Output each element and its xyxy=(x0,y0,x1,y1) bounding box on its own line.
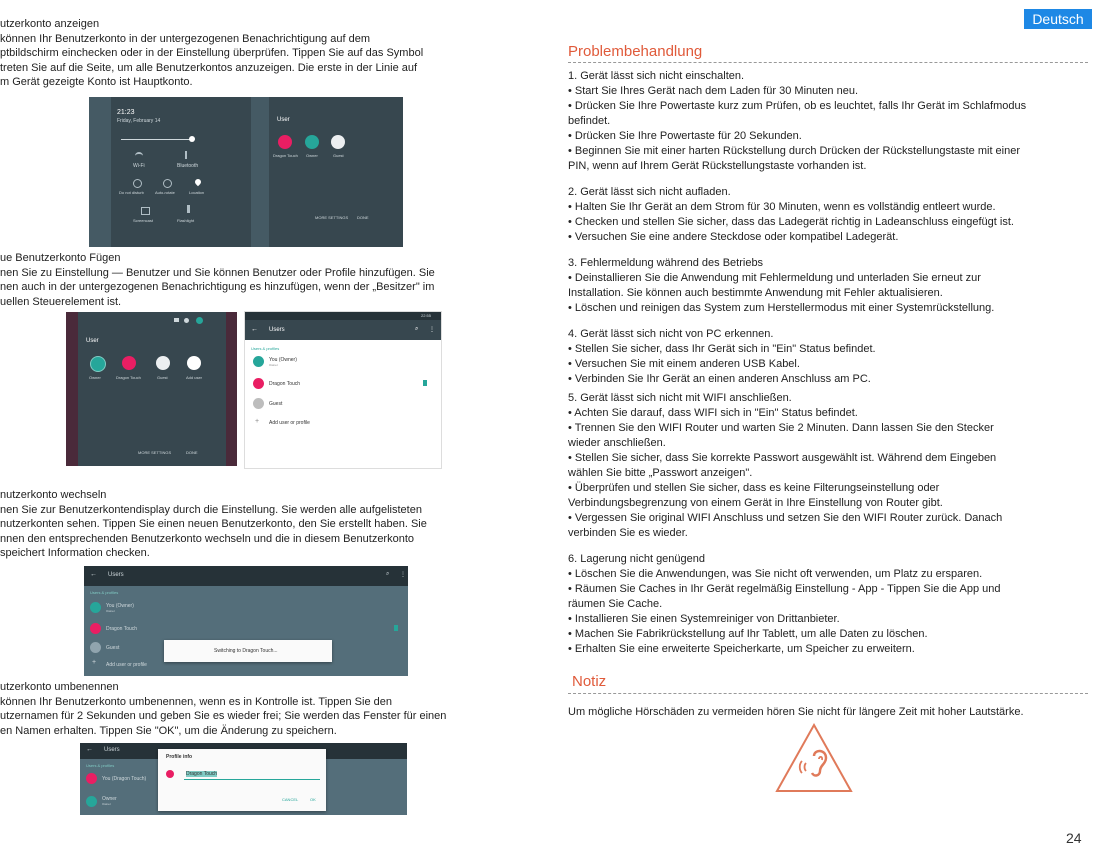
more-settings-button[interactable]: MORE SETTINGS xyxy=(138,450,172,455)
date: Friday, February 14 xyxy=(117,118,161,124)
screenshot-user-panel xyxy=(66,312,237,466)
back-icon[interactable]: ← xyxy=(86,746,93,753)
bluetooth-icon xyxy=(185,151,187,159)
text-line: • Machen Sie Fabrikrückstellung auf Ihr Tablett, um alle Daten zu löschen. xyxy=(568,628,928,640)
search-icon[interactable]: ⌕ xyxy=(386,571,390,577)
text-line: • Räumen Sie Caches in Ihr Gerät regelmäßig Einstellung - App - Tippen Sie die App und xyxy=(568,583,1001,595)
troubleshoot-content xyxy=(568,69,1098,657)
delete-icon[interactable] xyxy=(394,625,398,631)
text-line: Installation. Sie können auch bestimmte Anwendung mit Fehler aktualisieren. xyxy=(568,287,943,299)
text-line: uellen Steuerelement ist. xyxy=(0,295,122,308)
screen-title: Users xyxy=(108,572,124,578)
row-title[interactable]: Guest xyxy=(106,645,120,651)
clock: 21:23 xyxy=(117,109,135,116)
problem-heading: 2. Gerät lässt sich nicht aufladen. xyxy=(568,186,731,198)
rotate-icon xyxy=(163,179,172,188)
text-line: m Gerät gezeigte Konto ist Hauptkonto. xyxy=(0,76,193,88)
text-line: • Installieren Sie einen Systemreiniger von Drittanbieter. xyxy=(568,613,840,625)
text-line: PIN, wenn auf Ihrem Gerät Rückstellungstaste vorhanden ist. xyxy=(568,160,867,172)
text-line: • Verbinden Sie Ihr Gerät an einen anderen Anschluss am PC. xyxy=(568,373,871,385)
text-line: • Deinstallieren Sie die Anwendung mit Fehlermeldung und unterladen Sie erneut zur xyxy=(568,272,981,284)
troubleshooting-title: Problembehandlung xyxy=(568,43,703,60)
avatar xyxy=(90,623,101,634)
tile-label: Flashlight xyxy=(177,218,195,223)
tile-label: Do not disturb xyxy=(119,190,144,195)
row-title[interactable]: Owner xyxy=(102,796,117,802)
avatar[interactable] xyxy=(278,135,292,149)
text-line: befindet. xyxy=(568,115,611,127)
user-label: Owner xyxy=(306,153,318,158)
divider xyxy=(568,62,1088,63)
text-line: nen Sie zu Einstellung — Benutzer und Sie können Benutzer oder Profile hinzufügen. Sie xyxy=(0,266,435,279)
text-line: speichert Information checken. xyxy=(0,547,150,559)
row-title[interactable]: Add user or profile xyxy=(106,662,147,668)
problem-heading: 3. Fehlermeldung während des Betriebs xyxy=(568,257,764,269)
screenshot-switching xyxy=(84,566,408,676)
divider xyxy=(568,693,1088,694)
text-line: können Ihr Benutzerkonto umbenennen, wenn es in Kontrolle ist. Tippen Sie den xyxy=(0,695,392,708)
dialog-message: Switching to Dragon Touch... xyxy=(214,648,278,654)
tile-label: Wi-Fi xyxy=(133,163,145,169)
row-title[interactable]: You (Dragon Touch) xyxy=(102,776,147,782)
text-line: treten Sie auf die Seite, um alle Benutzerkontos anzuzeigen. Die erste in der Linie auf xyxy=(0,61,418,74)
profile-name-input[interactable]: Dragon Touch xyxy=(186,771,218,777)
add-user-icon[interactable] xyxy=(187,356,201,370)
text-line: • Beginnen Sie mit einer harten Rückstellung durch Drücken der Rückstellungstaste mit einer xyxy=(568,145,1021,157)
section-label: Users & profiles xyxy=(90,590,119,595)
text-line: • Trennen Sie den WIFI Router und warten Sie 2 Minuten. Dann lassen Sie den Stecker xyxy=(568,422,994,434)
text-line: nnen den entsprechenden Benutzerkonto wechseln und die in diesem Benutzerkonto xyxy=(0,532,415,545)
panel-header: User xyxy=(277,117,290,123)
text-line: ptbildschirm einchecken oder in der Einstellung überprüfen. Tippen Sie auf das Symbol xyxy=(0,47,424,59)
add-icon: + xyxy=(255,418,260,425)
heading: ue Benutzerkonto Fügen xyxy=(0,252,121,264)
text-line: • Achten Sie darauf, dass WIFI sich in "Ein" Status befindet. xyxy=(568,407,858,419)
dnd-icon xyxy=(133,179,142,188)
user-label: Owner xyxy=(89,375,101,380)
row-subtitle: Owner xyxy=(106,609,115,613)
page-number: 24 xyxy=(1066,830,1082,846)
screen-title: Users xyxy=(104,747,120,753)
text-line: wählen Sie bitte „Passwort anzeigen". xyxy=(568,467,753,479)
text-line: können Ihr Benutzerkonto in der untergezogenen Benachrichtigung auf dem xyxy=(0,32,370,45)
avatar[interactable] xyxy=(90,356,106,372)
cast-icon xyxy=(141,207,150,215)
language-badge: Deutsch xyxy=(1024,9,1092,29)
more-icon[interactable]: ⋮ xyxy=(400,572,406,578)
avatar xyxy=(86,773,97,784)
user-label: Dragon Touch xyxy=(116,375,141,380)
text-line: • Versuchen Sie mit einem anderen USB Kabel. xyxy=(568,358,800,370)
more-icon[interactable]: ⋮ xyxy=(429,327,435,333)
tile-label: Auto-rotate xyxy=(155,190,175,195)
note-text: Um mögliche Hörschäden zu vermeiden hören Sie nicht für längere Zeit mit hoher Lautstärke. xyxy=(568,706,1024,718)
avatar xyxy=(166,770,174,778)
screen-title: Users xyxy=(269,327,285,333)
section-add-account xyxy=(0,251,520,309)
text-line: • Start Sie Ihres Gerät nach dem Laden für 30 Minuten neu. xyxy=(568,85,859,97)
text-line: nen auch in der untergezogenen Benachrichtigung es hinzufügen, wenn der „Besitzer" im xyxy=(0,281,435,293)
tile-label: Bluetooth xyxy=(177,163,199,169)
heading: utzerkonto anzeigen xyxy=(0,18,100,30)
text-line: • Drücken Sie Ihre Powertaste für 20 Sekunden. xyxy=(568,130,802,142)
text-line: • Überprüfen und stellen Sie sicher, dass es keine Filterungseinstellung oder xyxy=(568,482,940,494)
user-label: Guest xyxy=(333,153,344,158)
text-line: • Drücken Sie Ihre Powertaste kurz zum Prüfen, ob es leuchtet, falls Ihr Gerät im Schlafmodus xyxy=(568,100,1027,112)
avatar[interactable] xyxy=(305,135,319,149)
text-line: wieder anschließen. xyxy=(568,437,666,449)
text-line: • Versuchen Sie eine andere Steckdose oder kompatibel Ladegerät. xyxy=(568,231,899,243)
text-line: • Vergessen Sie original WIFI Anschluss und setzen Sie den WIFI Router zurück. Danach xyxy=(568,512,1003,524)
problem-heading: 4. Gerät lässt sich nicht von PC erkennen. xyxy=(568,328,774,340)
row-title[interactable]: Guest xyxy=(269,401,283,407)
tile-label: Location xyxy=(189,190,205,195)
problem-heading: 5. Gerät lässt sich nicht mit WIFI anschließen. xyxy=(568,392,792,404)
clock: 22:55 xyxy=(421,313,432,318)
row-title[interactable]: You (Owner) xyxy=(106,603,134,609)
text-line: • Stellen Sie sicher, dass Ihr Gerät sich in "Ein" Status befindet. xyxy=(568,343,876,355)
more-settings-button[interactable]: MORE SETTINGS xyxy=(315,215,349,220)
avatar xyxy=(86,796,97,807)
flashlight-icon xyxy=(187,205,190,213)
text-line: • Löschen Sie die Anwendungen, was Sie nicht oft verwenden, um Platz zu ersparen. xyxy=(568,568,983,580)
done-button[interactable]: DONE xyxy=(357,215,369,220)
avatar xyxy=(253,398,264,409)
text-line: en Namen erhalten. Tippen Sie "OK", um die Änderung zu speichern. xyxy=(0,724,337,737)
avatar[interactable] xyxy=(331,135,345,149)
heading: nutzerkonto wechseln xyxy=(0,489,107,501)
tile-label: Screencast xyxy=(133,218,154,223)
problem-heading: 6. Lagerung nicht genügend xyxy=(568,553,706,565)
text-line: • Halten Sie Ihr Gerät an dem Strom für 30 Minuten, wenn es vollständig entleert wurde. xyxy=(568,201,996,213)
search-icon[interactable]: ⌕ xyxy=(415,326,419,332)
row-title[interactable]: Dragon Touch xyxy=(269,381,301,387)
text-line: • Löschen und reinigen das System zum Herstellermodus mit einer Systemrückstellung. xyxy=(568,302,995,314)
avatar xyxy=(253,378,264,389)
cancel-button[interactable]: CANCEL xyxy=(282,797,299,802)
text-line: nen Sie zur Benutzerkontendisplay durch die Einstellung. Sie werden alle aufgelisteten xyxy=(0,503,422,516)
problem-heading: 1. Gerät lässt sich nicht einschalten. xyxy=(568,70,745,82)
add-icon: + xyxy=(92,659,97,666)
wifi-icon xyxy=(135,152,143,160)
dialog-title: Profile info xyxy=(166,754,193,760)
delete-icon[interactable] xyxy=(423,380,427,386)
section-label: Users & profiles xyxy=(86,763,115,768)
user-label: Guest xyxy=(157,375,168,380)
back-icon[interactable]: ← xyxy=(251,326,258,333)
text-line: utzernamen für 2 Sekunden und geben Sie es wieder frei; Sie werden das Fenster für einen xyxy=(0,710,447,722)
row-subtitle: Owner xyxy=(269,363,278,367)
avatar xyxy=(253,356,264,367)
row-title[interactable]: Dragon Touch xyxy=(106,626,138,632)
text-line: • Erhalten Sie eine erweiterte Speicherkarte, um Speicher zu erweitern. xyxy=(568,643,915,655)
text-line: • Stellen Sie sicher, dass Sie korrekte Passwort ausgewählt ist. Während dem Eingeben xyxy=(568,452,997,464)
row-title[interactable]: Add user or profile xyxy=(269,420,310,426)
avatar xyxy=(90,602,101,613)
screenshot-quick-settings xyxy=(89,97,403,247)
panel-header: User xyxy=(86,338,99,344)
user-label: Add user xyxy=(186,375,203,380)
section-view-account xyxy=(0,17,520,90)
screenshot-users-list xyxy=(244,311,442,469)
section-switch-account xyxy=(0,488,520,561)
note-title: Notiz xyxy=(572,673,607,690)
text-line: Verbindungsbegrenzung von einem Gerät in Ihre Einstellung von Router gibt. xyxy=(568,497,943,509)
text-line: verbinden Sie es wieder. xyxy=(568,527,688,539)
text-line: räumen Sie Cache. xyxy=(568,598,663,610)
screenshot-profile-info xyxy=(80,743,407,815)
row-subtitle: Owner xyxy=(102,802,111,806)
section-label: Users & profiles xyxy=(251,346,280,351)
avatar[interactable] xyxy=(156,356,170,370)
text-line: • Checken und stellen Sie sicher, dass das Ladegerät richtig in Ladeanschluss eingefügt ist. xyxy=(568,216,1014,228)
hearing-warning-icon xyxy=(774,722,854,794)
section-rename-account xyxy=(0,680,520,738)
text-line: nutzerkonten sehen. Tippen Sie einen neuen Benutzerkonto, den Sie erstellt haben. Sie xyxy=(0,518,427,530)
avatar[interactable] xyxy=(122,356,136,370)
user-label: Dragon Touch xyxy=(273,153,298,158)
heading: utzerkonto umbenennen xyxy=(0,681,119,693)
row-title[interactable]: You (Owner) xyxy=(269,357,297,363)
done-button[interactable]: DONE xyxy=(186,450,198,455)
back-icon[interactable]: ← xyxy=(90,571,97,578)
ok-button[interactable]: OK xyxy=(310,797,316,802)
avatar xyxy=(90,642,101,653)
